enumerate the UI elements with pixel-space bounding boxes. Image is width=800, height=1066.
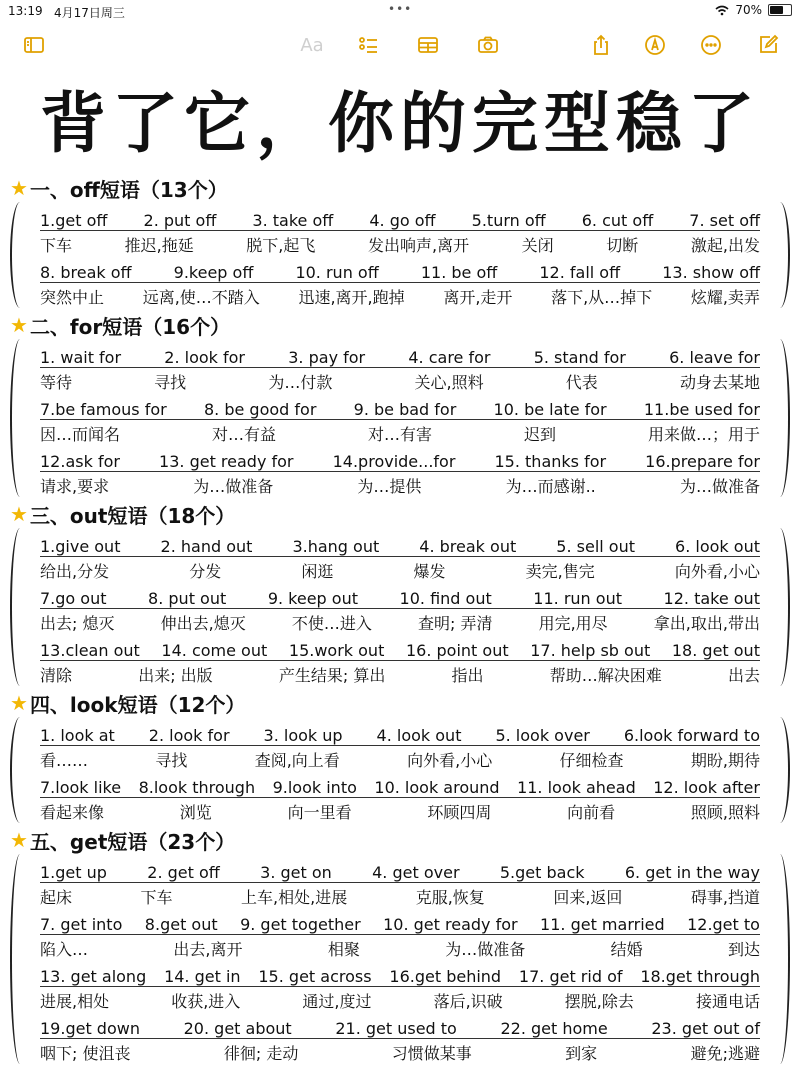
phrase-item: 4. look out <box>376 726 462 745</box>
phrase-item: 18.get through <box>640 967 760 986</box>
meaning-item: 清除 <box>40 666 73 685</box>
phrase-item: 7. set off <box>689 211 760 230</box>
phrase-item: 4. break out <box>419 537 517 556</box>
meaning-item: 到达 <box>727 940 760 959</box>
phrase-item: 8. break off <box>40 263 132 282</box>
phrase-row <box>40 256 760 283</box>
meaning-item: 起床 <box>40 888 73 907</box>
phrase-item: 6. look out <box>675 537 760 556</box>
meaning-item: 激起,出发 <box>690 236 760 255</box>
section-block-get <box>10 854 790 1064</box>
meaning-item: 不使…进入 <box>291 614 372 633</box>
meaning-item: 出来; 出版 <box>138 666 213 685</box>
phrase-item: 4. get over <box>372 863 460 882</box>
meaning-item: 炫耀,卖弄 <box>690 288 760 307</box>
phrase-item: 5. stand for <box>533 348 626 367</box>
meaning-row <box>40 882 760 908</box>
meaning-item: 向外看,小心 <box>407 751 493 770</box>
meaning-item: 期盼,期待 <box>690 751 760 770</box>
phrase-item: 9. be bad for <box>353 400 457 419</box>
section-heading-off <box>10 174 228 202</box>
left-paren <box>10 854 30 1064</box>
phrase-item: 10. be late for <box>493 400 607 419</box>
meaning-row <box>40 282 760 308</box>
meaning-item: 对…有益 <box>211 425 276 444</box>
phrase-item: 9.keep off <box>173 263 254 282</box>
notes-toolbar <box>0 26 800 64</box>
phrase-item: 5.turn off <box>471 211 546 230</box>
multitask-dots-icon[interactable]: ••• <box>388 2 413 16</box>
meaning-item: 用完,用尽 <box>538 614 608 633</box>
compose-icon[interactable] <box>754 32 782 58</box>
phrase-item: 2. get off <box>147 863 220 882</box>
phrase-item: 3.hang out <box>292 537 380 556</box>
phrase-item: 7.be famous for <box>40 400 167 419</box>
meaning-item: 仔细检查 <box>559 751 624 770</box>
phrase-row <box>40 530 760 557</box>
meaning-item: 用来做…；用于 <box>647 425 760 444</box>
meaning-item: 拿出,取出,带出 <box>653 614 760 633</box>
phrase-item: 9. get together <box>240 915 361 934</box>
meaning-row <box>40 1038 760 1064</box>
meaning-item: 切断 <box>606 236 639 255</box>
meaning-row <box>40 660 760 686</box>
meaning-item: 寻找 <box>154 373 187 392</box>
meaning-item: 查明; 弄清 <box>417 614 493 633</box>
phrase-row <box>40 719 760 746</box>
meaning-item: 向外看,小心 <box>674 562 760 581</box>
section-heading-label: 四、look短语（12个） <box>29 692 246 717</box>
phrase-item: 6. cut off <box>581 211 654 230</box>
meaning-item: 脱下,起飞 <box>246 236 316 255</box>
battery-percent: 70% <box>735 3 762 17</box>
star-icon: ★ <box>10 691 28 715</box>
meaning-item: 回来,返回 <box>553 888 623 907</box>
meaning-item: 上车,相处,进展 <box>241 888 348 907</box>
meaning-item: 避免;逃避 <box>690 1044 760 1063</box>
phrase-item: 8. put out <box>148 589 227 608</box>
right-paren <box>770 202 790 308</box>
section-heading-for <box>10 311 230 339</box>
meaning-item: 克服,恢复 <box>415 888 485 907</box>
phrase-item: 1. look at <box>40 726 115 745</box>
phrase-item: 2. put off <box>143 211 217 230</box>
section-block-out <box>10 528 790 686</box>
phrase-item: 1.get off <box>40 211 108 230</box>
section-block-look <box>10 717 790 823</box>
sidebar-icon[interactable] <box>20 32 48 58</box>
meaning-item: 相聚 <box>327 940 360 959</box>
meaning-row <box>40 745 760 771</box>
meaning-item: 关闭 <box>521 236 554 255</box>
phrase-item: 5. look over <box>495 726 590 745</box>
phrase-item: 16. point out <box>405 641 509 660</box>
phrase-row <box>40 445 760 472</box>
wifi-icon <box>715 5 729 16</box>
phrase-item: 11. look ahead <box>517 778 636 797</box>
phrase-item: 3. pay for <box>288 348 366 367</box>
phrase-item: 2. look for <box>148 726 230 745</box>
phrase-row <box>40 393 760 420</box>
phrase-item: 14. get in <box>164 967 241 986</box>
phrase-item: 10. look around <box>374 778 500 797</box>
meaning-item: 咽下; 使沮丧 <box>40 1044 131 1063</box>
phrase-item: 3. look up <box>263 726 343 745</box>
meaning-item: 关心,照料 <box>414 373 484 392</box>
phrase-item: 13. get ready for <box>159 452 294 471</box>
meaning-item: 为…做准备 <box>445 940 526 959</box>
phrase-row <box>40 908 760 935</box>
meaning-item: 为…付款 <box>268 373 333 392</box>
phrase-item: 11.be used for <box>643 400 760 419</box>
section-block-for <box>10 339 790 497</box>
phrase-item: 23. get out of <box>651 1019 760 1038</box>
phrase-item: 13. show off <box>662 263 760 282</box>
phrase-item: 8. be good for <box>203 400 317 419</box>
section-heading-look <box>10 689 245 717</box>
meaning-item: 对…有害 <box>367 425 432 444</box>
battery-icon <box>768 4 792 16</box>
meaning-item: 动身去某地 <box>679 373 760 392</box>
meaning-item: 代表 <box>565 373 598 392</box>
markup-icon[interactable] <box>641 32 669 58</box>
phrase-item: 8.get out <box>144 915 218 934</box>
status-bar <box>0 0 800 22</box>
phrase-item: 15. get across <box>258 967 372 986</box>
meaning-item: 推迟,拖延 <box>124 236 194 255</box>
right-paren <box>770 854 790 1064</box>
star-icon: ★ <box>10 313 28 337</box>
phrase-row <box>40 960 760 987</box>
meaning-item: 因…而闻名 <box>40 425 121 444</box>
phrase-item: 5. sell out <box>556 537 635 556</box>
meaning-item: 爆发 <box>413 562 446 581</box>
phrase-item: 4. care for <box>408 348 491 367</box>
phrase-item: 13. get along <box>40 967 147 986</box>
meaning-item: 看…… <box>40 751 89 770</box>
meaning-item: 照顾,照料 <box>690 803 760 822</box>
meaning-item: 寻找 <box>155 751 188 770</box>
phrase-item: 12. take out <box>663 589 760 608</box>
phrase-item: 15.work out <box>288 641 385 660</box>
phrase-item: 6. get in the way <box>624 863 760 882</box>
left-paren <box>10 717 30 823</box>
star-icon: ★ <box>10 828 28 852</box>
star-icon: ★ <box>10 176 28 200</box>
meaning-row <box>40 934 760 960</box>
meaning-item: 为…提供 <box>357 477 422 496</box>
meaning-item: 落下,从…掉下 <box>551 288 653 307</box>
meaning-item: 看起来像 <box>40 803 105 822</box>
meaning-item: 通过,度过 <box>302 992 372 1011</box>
page-title: 背了它，你的完型稳了 <box>40 85 760 162</box>
meaning-row <box>40 367 760 393</box>
meaning-row <box>40 608 760 634</box>
phrase-item: 3. get on <box>260 863 332 882</box>
right-paren <box>770 528 790 686</box>
star-icon: ★ <box>10 502 28 526</box>
phrase-item: 17. get rid of <box>518 967 623 986</box>
meaning-item: 分发 <box>189 562 222 581</box>
meaning-item: 发出响声,离开 <box>367 236 470 255</box>
table-icon[interactable] <box>414 32 442 58</box>
meaning-row <box>40 419 760 445</box>
meaning-item: 碍事,挡道 <box>690 888 760 907</box>
meaning-item: 出去 <box>727 666 760 685</box>
phrase-item: 1. wait for <box>40 348 122 367</box>
battery-level <box>770 6 783 14</box>
more-icon[interactable] <box>697 32 725 58</box>
phrase-item: 12.ask for <box>40 452 120 471</box>
meaning-item: 环顾四周 <box>427 803 492 822</box>
phrase-item: 22. get home <box>500 1019 608 1038</box>
meaning-item: 突然中止 <box>40 288 105 307</box>
meaning-item: 接通电话 <box>695 992 760 1011</box>
meaning-row <box>40 471 760 497</box>
section-block-off <box>10 202 790 308</box>
meaning-item: 出去; 熄灭 <box>40 614 115 633</box>
phrase-item: 6.look forward to <box>623 726 760 745</box>
phrase-item: 16.get behind <box>389 967 502 986</box>
section-heading-out <box>10 500 235 528</box>
section-heading-label: 一、off短语（13个） <box>29 177 228 202</box>
status-date: 4月17日周三 <box>54 6 125 20</box>
phrase-item: 1.get up <box>40 863 107 882</box>
phrase-item: 7.look like <box>40 778 122 797</box>
phrase-item: 11. run out <box>533 589 622 608</box>
text-format-icon[interactable]: Aa <box>300 34 324 56</box>
meaning-row <box>40 797 760 823</box>
phrase-item: 21. get used to <box>335 1019 457 1038</box>
left-paren <box>10 339 30 497</box>
phrase-item: 2. hand out <box>160 537 253 556</box>
meaning-item: 帮助…解决困难 <box>549 666 662 685</box>
phrase-item: 14. come out <box>161 641 268 660</box>
right-paren <box>770 717 790 823</box>
phrase-item: 19.get down <box>40 1019 140 1038</box>
meaning-item: 下车 <box>40 236 73 255</box>
phrase-item: 6. leave for <box>669 348 760 367</box>
meaning-item: 浏览 <box>179 803 212 822</box>
camera-icon[interactable] <box>474 32 502 58</box>
section-heading-label: 三、out短语（18个） <box>29 503 236 528</box>
meaning-item: 给出,分发 <box>40 562 110 581</box>
status-right <box>715 3 792 17</box>
meaning-item: 等待 <box>40 373 73 392</box>
meaning-item: 指出 <box>451 666 484 685</box>
phrase-item: 9.look into <box>272 778 357 797</box>
phrase-item: 11. get married <box>540 915 665 934</box>
meaning-item: 下车 <box>140 888 173 907</box>
meaning-row <box>40 556 760 582</box>
section-heading-get <box>10 826 235 854</box>
section-heading-label: 二、for短语（16个） <box>29 314 231 339</box>
meaning-item: 陷入… <box>40 940 89 959</box>
phrase-item: 1.give out <box>40 537 121 556</box>
meaning-item: 闲逛 <box>301 562 334 581</box>
phrase-item: 7.go out <box>40 589 107 608</box>
phrase-item: 9. keep out <box>267 589 358 608</box>
phrase-item: 11. be off <box>420 263 498 282</box>
meaning-item: 为…而感谢.. <box>505 477 596 496</box>
right-paren <box>770 339 790 497</box>
phrase-item: 18. get out <box>671 641 760 660</box>
left-paren <box>10 528 30 686</box>
phrase-item: 10. find out <box>399 589 492 608</box>
meaning-item: 到家 <box>565 1044 598 1063</box>
meaning-item: 请求,要求 <box>40 477 110 496</box>
phrase-row <box>40 856 760 883</box>
phrase-item: 15. thanks for <box>494 452 607 471</box>
meaning-item: 出去,离开 <box>173 940 243 959</box>
section-heading-label: 五、get短语（23个） <box>29 829 236 854</box>
status-time: 13:19 <box>8 4 43 18</box>
meaning-item: 离开,走开 <box>443 288 513 307</box>
phrase-item: 4. go off <box>369 211 436 230</box>
meaning-item: 向一里看 <box>287 803 352 822</box>
phrase-item: 2. look for <box>164 348 246 367</box>
meaning-item: 为…做准备 <box>679 477 760 496</box>
meaning-item: 摆脱,除去 <box>564 992 634 1011</box>
phrase-item: 12. look after <box>653 778 760 797</box>
phrase-item: 3. take off <box>252 211 334 230</box>
left-paren <box>10 202 30 308</box>
phrase-item: 14.provide...for <box>332 452 456 471</box>
phrase-item: 16.prepare for <box>645 452 760 471</box>
meaning-item: 迟到 <box>523 425 556 444</box>
meaning-item: 为…做准备 <box>193 477 274 496</box>
phrase-row <box>40 341 760 368</box>
phrase-item: 10. run off <box>295 263 379 282</box>
meaning-item: 向前看 <box>567 803 616 822</box>
meaning-item: 远离,使…不踏入 <box>142 288 260 307</box>
phrase-item: 10. get ready for <box>383 915 518 934</box>
meaning-row <box>40 230 760 256</box>
meaning-item: 产生结果; 算出 <box>278 666 386 685</box>
meaning-row <box>40 986 760 1012</box>
meaning-item: 进展,相处 <box>40 992 110 1011</box>
phrase-item: 8.look through <box>138 778 256 797</box>
meaning-item: 伸出去,熄灭 <box>160 614 246 633</box>
meaning-item: 结婚 <box>610 940 643 959</box>
phrase-row <box>40 582 760 609</box>
meaning-item: 收获,进入 <box>171 992 241 1011</box>
meaning-item: 习惯做某事 <box>391 1044 472 1063</box>
phrase-row <box>40 634 760 661</box>
phrase-item: 5.get back <box>499 863 585 882</box>
phrase-row <box>40 204 760 231</box>
phrase-item: 13.clean out <box>40 641 140 660</box>
phrase-item: 20. get about <box>183 1019 292 1038</box>
phrase-row <box>40 771 760 798</box>
meaning-item: 卖完,售完 <box>525 562 595 581</box>
phrase-item: 12. fall off <box>539 263 621 282</box>
meaning-item: 迅速,离开,跑掉 <box>298 288 405 307</box>
meaning-item: 查阅,向上看 <box>254 751 340 770</box>
phrase-item: 12.get to <box>687 915 760 934</box>
meaning-item: 徘徊; 走动 <box>223 1044 299 1063</box>
checklist-icon[interactable] <box>355 32 383 58</box>
phrase-item: 7. get into <box>40 915 123 934</box>
phrase-item: 17. help sb out <box>530 641 651 660</box>
share-icon[interactable] <box>587 32 615 58</box>
meaning-item: 落后,识破 <box>433 992 503 1011</box>
phrase-row <box>40 1012 760 1039</box>
